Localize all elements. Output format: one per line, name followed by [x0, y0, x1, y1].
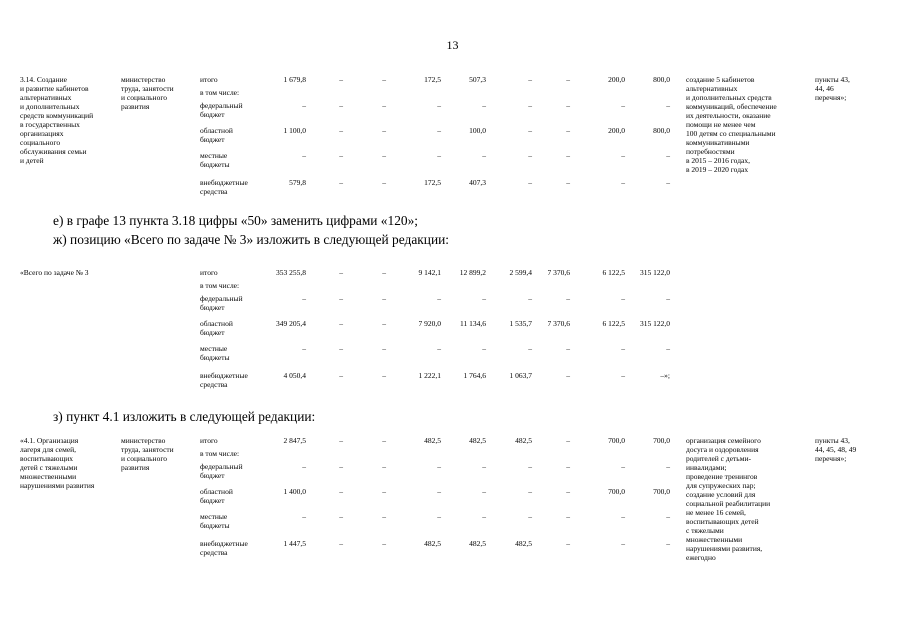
value-cell: – [528, 344, 532, 353]
instruction-e: е) в графе 13 пункта 3.18 цифры «50» заменить цифрами «120»; [53, 213, 418, 228]
value-cell: – [566, 178, 570, 187]
value-cell: – [382, 101, 386, 110]
value-cell: – [382, 462, 386, 471]
value-cell: – [566, 371, 570, 380]
value-cell: 11 134,6 [460, 319, 486, 328]
value-cell: – [437, 151, 441, 160]
value-cell: 100,0 [469, 126, 486, 135]
value-cell: – [339, 101, 343, 110]
value-cell: 482,5 [515, 436, 532, 445]
value-cell: 315 122,0 [640, 319, 670, 328]
value-cell: – [437, 512, 441, 521]
value-cell: – [302, 512, 306, 521]
value-cell: – [382, 126, 386, 135]
value-cell: – [666, 539, 670, 548]
value-cell: – [339, 126, 343, 135]
value-cell: – [566, 344, 570, 353]
value-cell: 4 050,4 [283, 371, 306, 380]
executor: министерство труда, занятости и социального развития [121, 75, 174, 111]
value-cell: 1 447,5 [283, 539, 306, 548]
funding-source: областной бюджет [200, 126, 233, 144]
value-cell: – [482, 487, 486, 496]
funding-source: федеральный бюджет [200, 101, 243, 119]
value-cell: 1 535,7 [509, 319, 532, 328]
value-cell: – [339, 371, 343, 380]
value-cell: – [302, 344, 306, 353]
value-cell: – [339, 268, 343, 277]
expected-result: создание 5 кабинетов альтернативных и дополнительных средств коммуникаций, обеспечение их деятельности, оказание помощи не менее чем 100 детям со специальными коммуникативными потребностями в 2015 – 2016 годах, в 2019 – 2020 годах [686, 75, 777, 174]
value-cell: – [621, 151, 625, 160]
expected-result: организация семейного досуга и оздоровления родителей с детьми- инвалидами; проведение тренингов для супружеских пар; создание условий для социальной реабилитации не менее 16 семей, воспитывающих детей с тяжелыми множественными нарушениями развития, ежегодно [686, 436, 771, 562]
funding-source: областной бюджет [200, 487, 233, 505]
reference: пункты 43, 44, 46 перечня»; [815, 75, 850, 102]
value-cell: – [302, 294, 306, 303]
value-cell: 12 899,2 [459, 268, 486, 277]
measure-name: «Всего по задаче № 3 [20, 268, 89, 277]
value-cell: – [621, 371, 625, 380]
value-cell: – [566, 294, 570, 303]
funding-source: в том числе: [200, 449, 240, 458]
value-cell: – [528, 462, 532, 471]
value-cell: – [482, 344, 486, 353]
funding-source: местные бюджеты [200, 344, 230, 362]
value-cell: – [437, 344, 441, 353]
funding-source: в том числе: [200, 88, 240, 97]
funding-source: внебюджетные средства [200, 371, 248, 389]
page-number: 13 [446, 38, 459, 52]
executor: министерство труда, занятости и социального развития [121, 436, 174, 472]
value-cell: – [666, 462, 670, 471]
reference: пункты 43, 44, 45, 48, 49 перечня»; [815, 436, 857, 463]
value-cell: – [621, 294, 625, 303]
value-cell: – [666, 101, 670, 110]
funding-source: итого [200, 75, 218, 84]
funding-source: местные бюджеты [200, 151, 230, 169]
value-cell: – [339, 294, 343, 303]
value-cell: 315 122,0 [640, 268, 670, 277]
value-cell: – [621, 539, 625, 548]
funding-source: внебюджетные средства [200, 178, 248, 196]
value-cell: – [302, 462, 306, 471]
value-cell: –»; [660, 371, 670, 380]
value-cell: – [382, 487, 386, 496]
instruction-z: з) пункт 4.1 изложить в следующей редакции: [53, 409, 316, 424]
value-cell: – [437, 126, 441, 135]
value-cell: – [482, 101, 486, 110]
value-cell: 1 764,6 [463, 371, 486, 380]
value-cell: – [382, 512, 386, 521]
value-cell: – [339, 512, 343, 521]
value-cell: 349 205,4 [276, 319, 306, 328]
value-cell: 800,0 [653, 75, 670, 84]
value-cell: – [482, 512, 486, 521]
value-cell: – [482, 294, 486, 303]
value-cell: – [666, 294, 670, 303]
value-cell: 800,0 [653, 126, 670, 135]
funding-source: областной бюджет [200, 319, 233, 337]
value-cell: 200,0 [608, 126, 625, 135]
value-cell: 482,5 [424, 539, 441, 548]
value-cell: 172,5 [424, 178, 441, 187]
value-cell: – [566, 75, 570, 84]
value-cell: – [621, 462, 625, 471]
value-cell: – [528, 294, 532, 303]
value-cell: 200,0 [608, 75, 625, 84]
value-cell: – [382, 344, 386, 353]
value-cell: – [339, 539, 343, 548]
value-cell: – [621, 344, 625, 353]
value-cell: – [437, 462, 441, 471]
value-cell: 482,5 [469, 539, 486, 548]
value-cell: – [528, 512, 532, 521]
value-cell: 407,3 [469, 178, 486, 187]
value-cell: – [566, 436, 570, 445]
value-cell: – [382, 539, 386, 548]
value-cell: 1 679,8 [283, 75, 306, 84]
value-cell: 1 222,1 [418, 371, 441, 380]
value-cell: – [382, 294, 386, 303]
value-cell: – [339, 151, 343, 160]
value-cell: – [666, 151, 670, 160]
value-cell: 7 920,0 [418, 319, 441, 328]
value-cell: 2 599,4 [509, 268, 532, 277]
value-cell: – [339, 487, 343, 496]
value-cell: – [666, 512, 670, 521]
value-cell: 6 122,5 [602, 268, 625, 277]
value-cell: 7 370,6 [547, 319, 570, 328]
value-cell: – [382, 151, 386, 160]
value-cell: – [382, 268, 386, 277]
measure-name: «4.1. Организация лагеря для семей, воспитывающих детей с тяжелыми множественными нарушениями развития [20, 436, 95, 490]
funding-source: внебюджетные средства [200, 539, 248, 557]
value-cell: – [566, 101, 570, 110]
value-cell: – [528, 151, 532, 160]
value-cell: 700,0 [608, 436, 625, 445]
value-cell: 482,5 [469, 436, 486, 445]
value-cell: 1 063,7 [509, 371, 532, 380]
value-cell: – [666, 344, 670, 353]
value-cell: – [339, 436, 343, 445]
value-cell: – [528, 178, 532, 187]
value-cell: – [621, 101, 625, 110]
value-cell: – [566, 126, 570, 135]
value-cell: – [621, 512, 625, 521]
value-cell: – [666, 178, 670, 187]
value-cell: – [339, 462, 343, 471]
value-cell: – [382, 436, 386, 445]
value-cell: – [566, 539, 570, 548]
value-cell: 1 400,0 [283, 487, 306, 496]
value-cell: 700,0 [653, 436, 670, 445]
value-cell: 579,8 [289, 178, 306, 187]
value-cell: – [382, 319, 386, 328]
value-cell: 2 847,5 [283, 436, 306, 445]
value-cell: – [621, 178, 625, 187]
value-cell: – [302, 101, 306, 110]
funding-source: итого [200, 268, 218, 277]
value-cell: – [382, 371, 386, 380]
value-cell: – [528, 75, 532, 84]
funding-source: федеральный бюджет [200, 294, 243, 312]
funding-source: федеральный бюджет [200, 462, 243, 480]
value-cell: 7 370,6 [547, 268, 570, 277]
value-cell: 482,5 [424, 436, 441, 445]
value-cell: – [339, 178, 343, 187]
value-cell: – [339, 319, 343, 328]
value-cell: – [339, 344, 343, 353]
value-cell: – [528, 487, 532, 496]
value-cell: – [482, 462, 486, 471]
value-cell: – [566, 151, 570, 160]
funding-source: местные бюджеты [200, 512, 230, 530]
funding-source: в том числе: [200, 281, 240, 290]
value-cell: 507,3 [469, 75, 486, 84]
value-cell: 700,0 [653, 487, 670, 496]
value-cell: 482,5 [515, 539, 532, 548]
value-cell: – [437, 101, 441, 110]
instruction-zh: ж) позицию «Всего по задаче № 3» изложить в следующей редакции: [53, 232, 449, 247]
value-cell: – [339, 75, 343, 84]
value-cell: – [382, 178, 386, 187]
value-cell: 1 100,0 [283, 126, 306, 135]
funding-source: итого [200, 436, 218, 445]
value-cell: 353 255,8 [276, 268, 306, 277]
value-cell: – [566, 487, 570, 496]
value-cell: 700,0 [608, 487, 625, 496]
value-cell: – [566, 512, 570, 521]
measure-name: 3.14. Создание и развитие кабинетов альтернативных и дополнительных средств коммуникаций в государственных организациях социального обслуживания семьи и детей [20, 75, 94, 165]
value-cell: – [482, 151, 486, 160]
value-cell: – [528, 126, 532, 135]
value-cell: – [566, 462, 570, 471]
value-cell: 172,5 [424, 75, 441, 84]
value-cell: 9 142,1 [418, 268, 441, 277]
value-cell: – [382, 75, 386, 84]
value-cell: – [437, 294, 441, 303]
value-cell: – [302, 151, 306, 160]
value-cell: – [528, 101, 532, 110]
value-cell: – [437, 487, 441, 496]
value-cell: 6 122,5 [602, 319, 625, 328]
